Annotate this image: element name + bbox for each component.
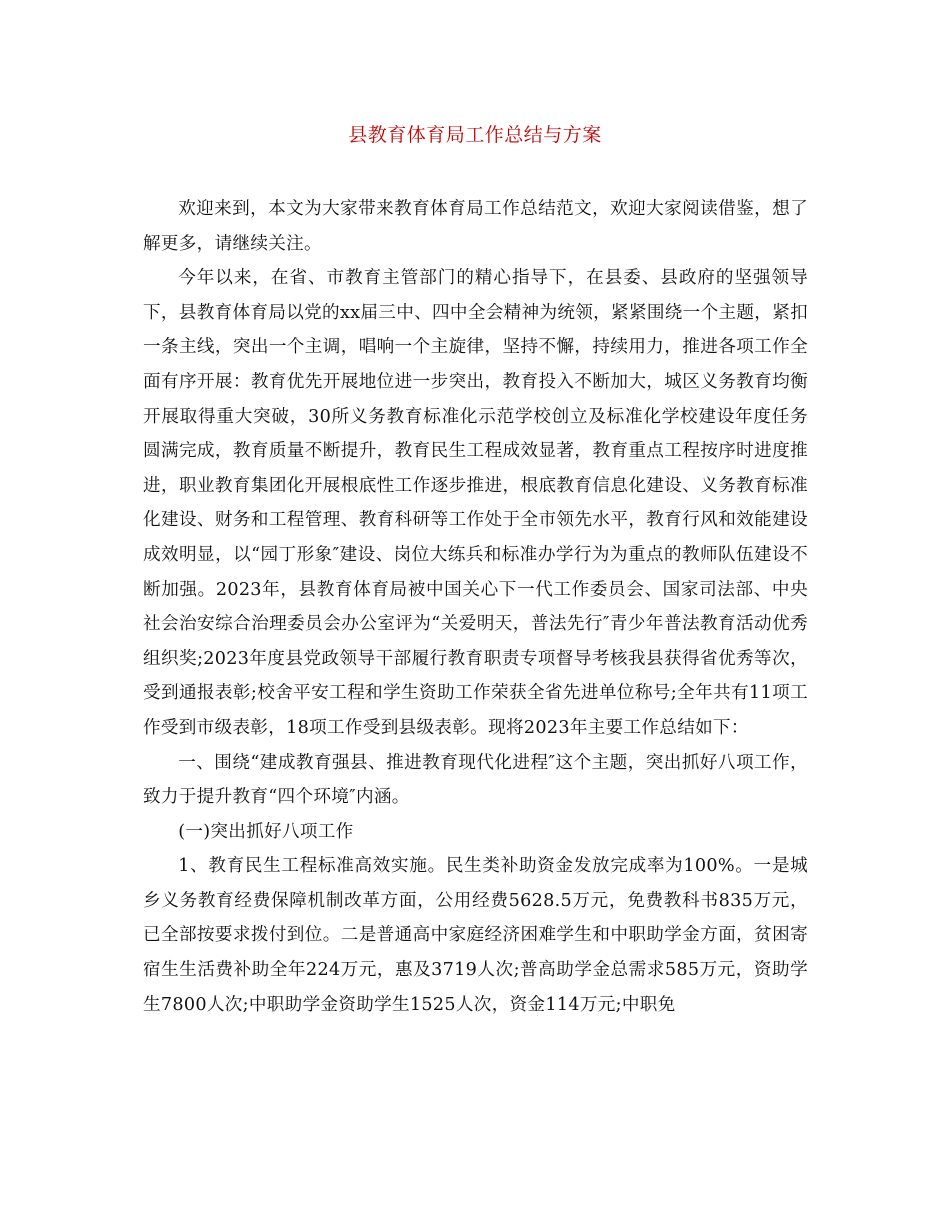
- paragraph-subsection-heading: (一)突出抓好八项工作: [178, 821, 354, 842]
- paragraph-intro: 欢迎来到，本文为大家带来教育体育局工作总结范文，欢迎大家阅读借鉴，想了解更多，请继续关注。: [143, 199, 808, 254]
- paragraph-summary: 今年以来，在省、市教育主管部门的精心指导下，在县委、县政府的坚强领导下，县教育体育局以党的xx届三中、四中全会精神为统领，紧紧围绕一个主题，紧扣一条主线，突出一个主调，唱响一个主旋律，坚持不懈，持续用力，推进各项工作全面有序开展：教育优先开展地位进一步突出，教育投入不断加大，城区义务教育均衡开展取得重大突破，30所义务教育标准化示范学校创立及标准化学校建设年度任务圆满完成，教育质量不断提升，教育民生工程成效显著，教育重点工程按序时进度推进，职业教育集团化开展根底性工作逐步推进，根底教育信息化建设、义务教育标准化建设、财务和工程管理、教育科研等工作处于全市领先水平，教育行风和效能建设成效明显，以“园丁形象″建设、岗位大练兵和标准办学行为为重点的教师队伍建设不断加强。2023年，县教育体育局被中国关心下一代工作委员会、国家司法部、中央社会治安综合治理委员会办公室评为“关爱明天，普法先行″青少年普法教育活动优秀组织奖;2023年度县党政领导干部履行教育职责专项督导考核我县获得省优秀等次，受到通报表彰;校舍平安工程和学生资助工作荣获全省先进单位称号;全年共有11项工作受到市级表彰，18项工作受到县级表彰。现将2023年主要工作总结如下：: [143, 268, 808, 738]
- paragraph-item-one: 1、教育民生工程标准高效实施。民生类补助资金发放完成率为100%。一是城乡义务教育经费保障机制改革方面，公用经费5628.5万元，免费教科书835万元，已全部按要求拨付到位。二是普通高中家庭经济困难学生和中职助学金方面，贫困寄宿生生活费补助全年224万元，惠及3719人次;普高助学金总需求585万元，资助学生7800人次;中职助学金资助学生1525人次，资金114万元;中职免: [143, 856, 808, 1015]
- document-title: 县教育体育局工作总结与方案: [348, 124, 602, 146]
- document-body: [143, 192, 808, 1022]
- paragraph-section-one: 一、围绕“建成教育强县、推进教育现代化进程″这个主题，突出抓好八项工作，致力于提升教育“四个环境″内涵。: [143, 752, 808, 808]
